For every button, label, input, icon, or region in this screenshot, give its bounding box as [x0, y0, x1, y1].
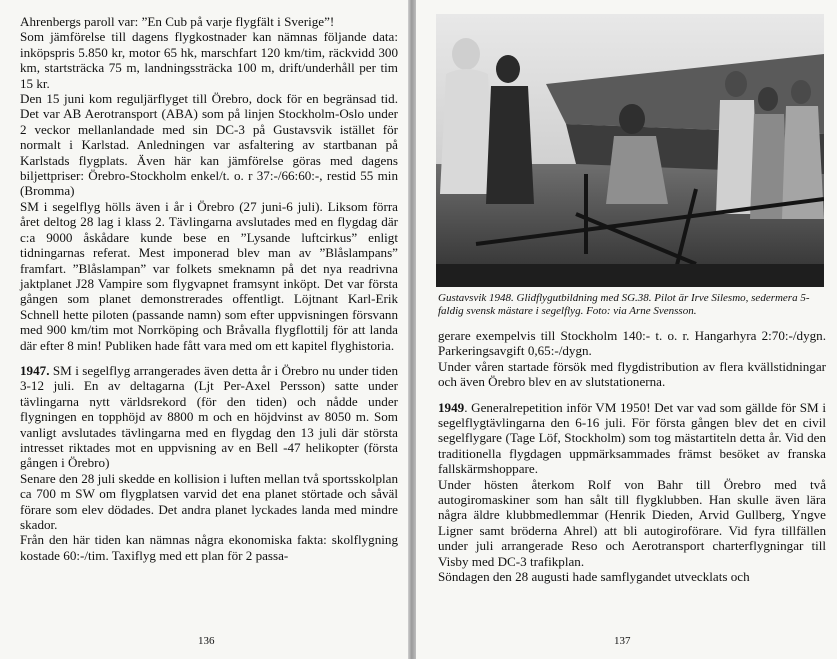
glider-training-photo — [436, 14, 824, 287]
right-page — [416, 0, 837, 659]
photo-illustration — [436, 14, 824, 287]
photo-caption: Gustavsvik 1948. Glidflygutbildning med SG.38. Pilot är Irve Silesmo, sedermera 5-faldig svensk mästare i segelflyg. Foto: via Arne Svensson. — [438, 292, 810, 317]
paragraph: Under hösten återkom Rolf von Bahr till Örebro med två autogiromaskiner som han sålt till flygklubben. Han skulle även lära några äldre klubbmedlemmar (Henrik Dieden, Arvid Gullberg, Yngve Ligner samt bröderna Ahrel) att bli autogiroförare. Vid fyra tillfällen under juli arrangerade Reso och Aerotransport charterflygningar till Visby med DC-3 trafikplan. — [438, 476, 826, 569]
paragraph: . Generalrepetition inför VM 1950! Det var vad som gällde för SM i segelflygtävlingarna den 6-16 juli. För första gången blev det en civil segelflygare (Tage Löf, Stockholm) som tog mästartiteln detta år. Vid den traditionella flygdagen uppmärksammades främst besöket av franska fallskärmshoppare. — [438, 399, 826, 477]
paragraph: Under våren startade försök med flygdistribution av flera kvällstidningar och även Örebro blev en av slutstationerna. — [438, 358, 826, 390]
paragraph: Söndagen den 28 augusti hade samflygandet utvecklats och — [438, 569, 750, 585]
left-page — [0, 0, 408, 659]
section-1947 — [20, 363, 398, 471]
right-text-column — [438, 328, 826, 585]
year-heading: 1947. — [20, 362, 50, 378]
paragraph: Senare den 28 juli skedde en kollision i luften mellan två sportsskolplan ca 700 m SW om flygplatsen varvid det ena planet störtade och såväl förare som elev dödades. Det andra planet lyckades landa med mindre skador. — [20, 470, 398, 532]
page-number: 136 — [198, 635, 215, 647]
paragraph: Ahrenbergs paroll var: ”En Cub på varje flygfält i Sverige”! — [20, 14, 335, 29]
paragraph: Från den här tiden kan nämnas några ekonomiska fakta: skolflygning kostade 60:-/tim. Taxiflyg med ett plan för 2 passa- — [20, 532, 398, 563]
year-heading: 1949 — [438, 399, 465, 415]
paragraph: SM i segelflyg hölls även i år i Örebro (27 juni-6 juli). Liksom förra året deltog 28 lag i klass 2. Tävlingarna avslutades med en flygdag där c:a 9000 åskådare kunde bese en ”Lysande luftcirkus” enligt tidningarnas referat. Mest imponerad blev man av ”Blåslampans” framfart. ”Blåslampan” var folkets smeknamn på det nya readrivna jaktplanet J28 Vampire som flygvapnet framsynt inköpt. Det var första gången som planet demonstrerades offentligt. Löjtnant Karl-Erik Schnell hette piloten (passande namn) som efter uppvisningen försvann med 900 km/tim mot Norrköping och Bråvalla flygflottilj för att landa där efter 8 min! Publiken hade fått vara med om ett kapitel flyghistoria. — [20, 198, 398, 353]
book-gutter — [408, 0, 416, 659]
paragraph: Den 15 juni kom reguljärflyget till Örebro, dock för en begränsad tid. Det var AB Aerotransport (ABA) som på linjen Stockholm-Oslo under 2 veckor mellanlandade med sin DC-3 på Gustavsvik istället för normalt i Karlstad. Anledningen var asfaltering av startbanan på Karlstads flygplats. Även här kan jämförelse göras med dagens biljettpriser: Örebro-Stockholm enkel/t. o. r 37:-/66:60:-, restid 55 min (Bromma) — [20, 91, 398, 199]
paragraph: Som jämförelse till dagens flygkostnader kan nämnas följande data: inköpspris 5.850 kr, motor 65 hk, marschfart 120 km/tim, räckvidd 300 km, startsträcka 75 m, landningssträcka 100 m, drift/underhåll per tim 15 kr. — [20, 29, 398, 91]
paragraph: SM i segelflyg arrangerades även detta år i Örebro nu under tiden 3-12 juli. En av deltagarna (Ljt Per-Axel Persson) satte under tävlingarna nytt världsrekord (för den tiden) och nådde under flygningen en topphöjd av 8800 m och en höjdvinst av 8050 m. Som vanligt avslutades tävlingarna med en flygdag den 13 juli där största intresset riktades mot en uppvisning av en Bell -47 helikopter (första gången i Örebro) — [20, 362, 398, 471]
section-1949 — [438, 400, 826, 477]
page-number: 137 — [614, 635, 631, 647]
paragraph: gerare exempelvis till Stockholm 140:- t. o. r. Hangarhyra 2:70:-/dygn. Parkeringsavgift 0,65:-/dygn. — [438, 328, 826, 359]
